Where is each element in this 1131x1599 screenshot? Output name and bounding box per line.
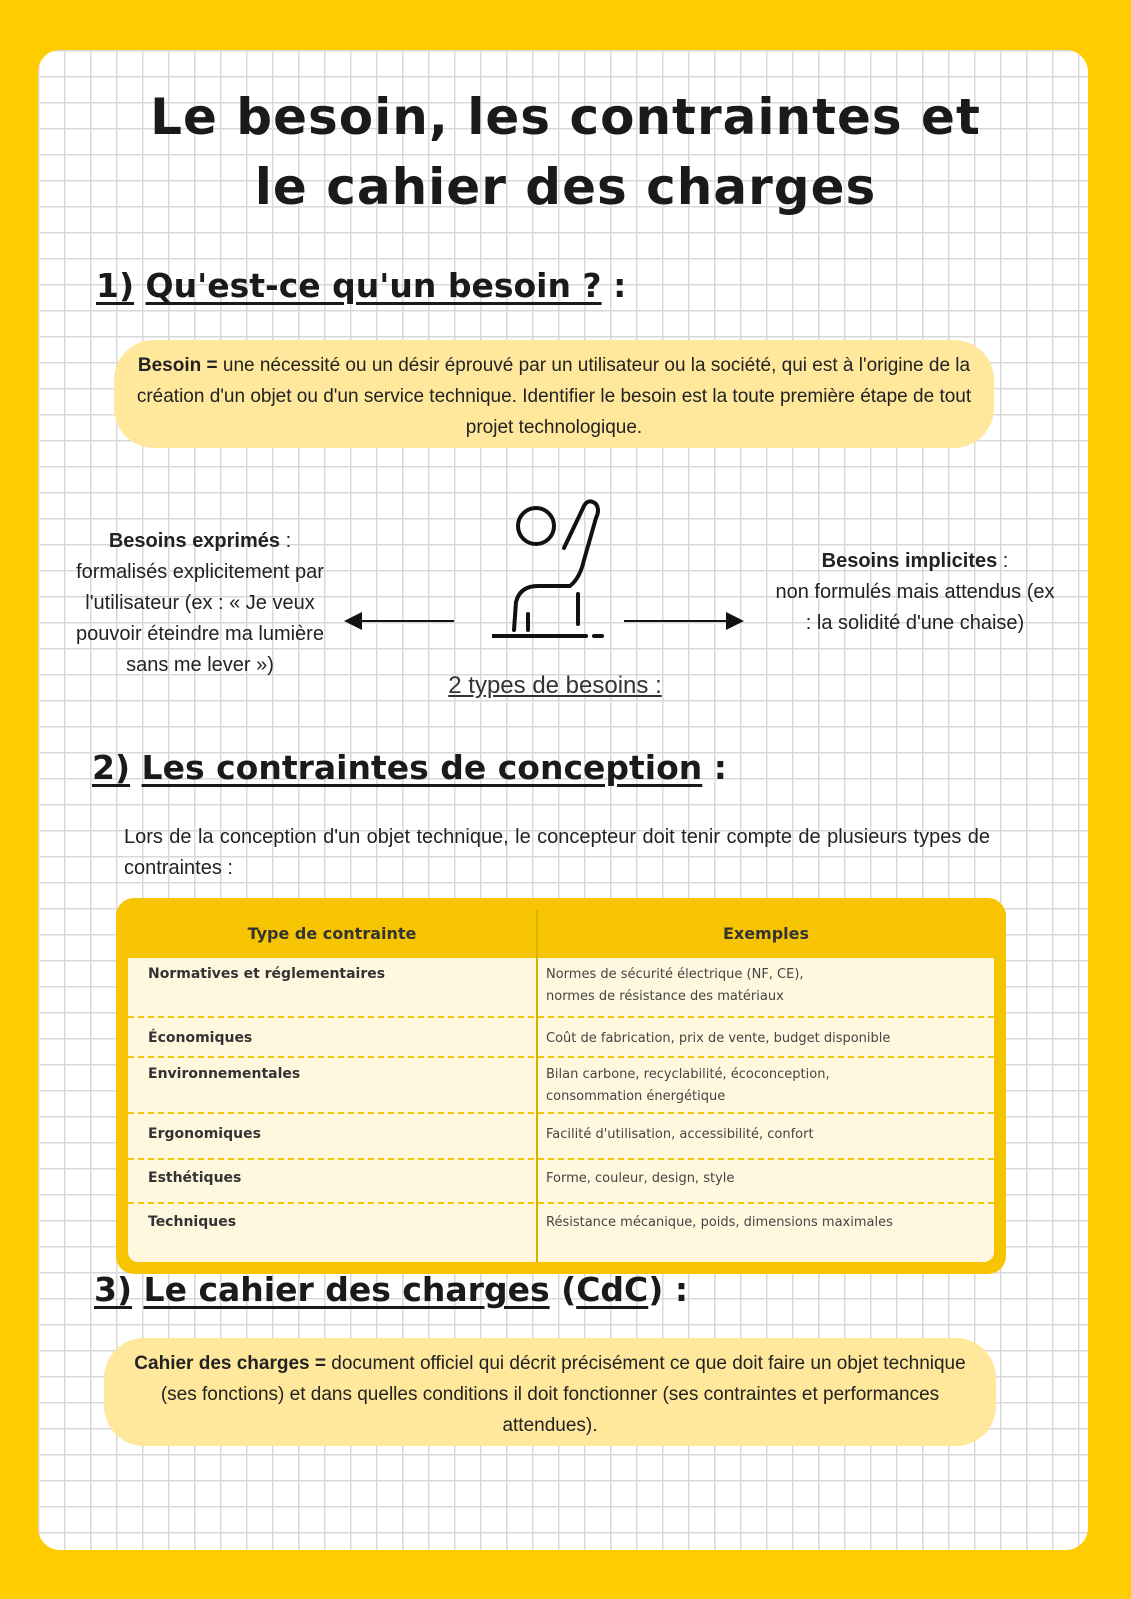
section-2-heading [92, 748, 727, 787]
row-examples: Normes de sécurité électrique (NF, CE), normes de résistance des matériaux [546, 967, 804, 1004]
besoins-implicites-text: non formulés mais attendus (ex : la solidité d'une chaise) [775, 581, 1055, 634]
section-1-heading [96, 266, 626, 305]
row-type: Normatives et réglementaires [148, 966, 386, 982]
cdc-definition-term: Cahier des charges = [134, 1353, 326, 1374]
header-exemples: Exemples [722, 924, 810, 943]
section-3-paren-open: ( [549, 1270, 577, 1309]
left-arrow-head [344, 612, 362, 630]
besoin-definition-term: Besoin = [137, 355, 218, 376]
cdc-definition-box [104, 1338, 996, 1446]
row-type: Économiques [148, 1030, 253, 1046]
section-1-title: Qu'est-ce qu'un besoin ? [145, 266, 602, 305]
row-type: Environnementales [148, 1066, 301, 1082]
besoins-implicites-suffix: : [997, 550, 1009, 572]
right-arrow-line [624, 620, 726, 622]
besoin-definition-box [114, 340, 994, 448]
besoins-exprimes [64, 526, 336, 681]
cdc-definition-text: document officiel qui décrit précisément ce que doit faire un objet technique (ses fonctions) et dans quelles conditions il doit fonctionner (ses contraintes et performances attendues). [160, 1353, 966, 1436]
table-row [128, 958, 994, 1016]
section-2-suffix: : [702, 748, 727, 787]
left-arrow-line [358, 620, 454, 622]
table-row [128, 1158, 994, 1204]
title-line-2: le cahier des charges [254, 158, 877, 216]
row-examples: Forme, couleur, design, style [546, 1171, 735, 1186]
contraintes-table [128, 910, 994, 1262]
raised-hand-person-icon [492, 498, 622, 658]
row-examples: Coût de fabrication, prix de vente, budget disponible [546, 1031, 891, 1046]
section-3-suffix: ) : [648, 1270, 689, 1309]
types-de-besoins-label: 2 types de besoins : [448, 672, 662, 699]
contraintes-table-frame [116, 898, 1006, 1274]
section-2-intro: Lors de la conception d'un objet technique, le concepteur doit tenir compte de plusieurs types de contraintes : [124, 826, 990, 879]
row-type: Ergonomiques [148, 1126, 261, 1142]
title-line-1: Le besoin, les contraintes et [150, 88, 981, 146]
section-3-title: Le cahier des charges [143, 1270, 550, 1309]
besoins-exprimes-term: Besoins exprimés [108, 530, 281, 552]
section-1-suffix: : [601, 266, 627, 305]
besoins-exprimes-suffix: : [280, 530, 292, 552]
section-3-acronym: CdC [576, 1270, 649, 1309]
row-type: Techniques [148, 1214, 237, 1230]
besoins-implicites-term: Besoins implicites [821, 550, 998, 572]
section-3-heading [94, 1270, 688, 1309]
right-arrow-head [726, 612, 744, 630]
row-type: Esthétiques [148, 1170, 242, 1186]
table-header [128, 910, 994, 958]
besoin-definition-text: une nécessité ou un désir éprouvé par un utilisateur ou la société, qui est à l'origine de la création d'un objet ou d'un service technique. Identifier le besoin est la toute première étape de tout projet technologique. [136, 355, 972, 438]
section-1-number: 1) [96, 266, 135, 305]
row-examples: Facilité d'utilisation, accessibilité, confort [546, 1127, 814, 1142]
row-examples: Bilan carbone, recyclabilité, écoconception, consommation énergétique [546, 1067, 830, 1104]
besoins-implicites [770, 546, 1060, 639]
table-row [128, 1056, 994, 1114]
header-type: Type de contrainte [247, 924, 417, 943]
section-2-title: Les contraintes de conception [141, 748, 703, 787]
table-row [128, 1112, 994, 1160]
page-title [0, 82, 1131, 222]
row-examples: Résistance mécanique, poids, dimensions maximales [546, 1215, 893, 1230]
table-row [128, 1202, 994, 1262]
table-row [128, 1016, 994, 1058]
section-3-number: 3) [94, 1270, 133, 1309]
besoins-exprimes-text: formalisés explicitement par l'utilisateur (ex : « Je veux pouvoir éteindre ma lumière sans me lever ») [76, 561, 324, 676]
section-2-number: 2) [92, 748, 131, 787]
